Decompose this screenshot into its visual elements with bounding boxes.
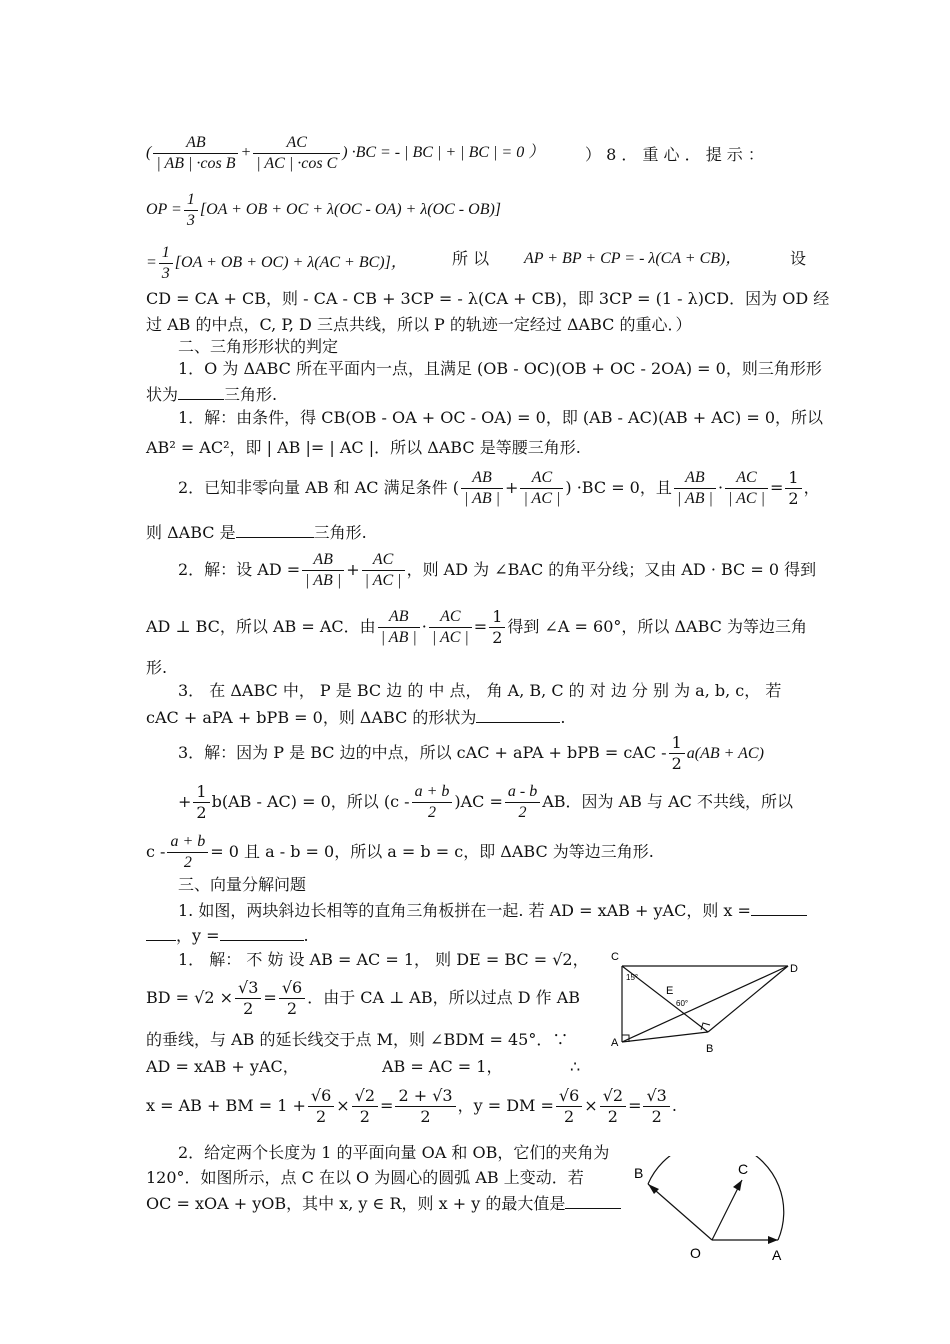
fraction: $\frac{1}{2}$ xyxy=(489,607,505,648)
problem-2-cont: 则 ΔABC 是 三角形. xyxy=(146,523,367,542)
text-line-4: CD = CA + CB，则 - CA - CB + 3CP = - λ(CA + CB)，即 3CP = (1 - λ)CD．因为 OD 经 xyxy=(146,289,830,308)
question-1: 1. 如图，两块斜边长相等的直角三角板拼在一起. 若 AD = xAB + yAC，则 x = xyxy=(178,899,807,922)
fraction: $\frac{AC}{| AC |}$ xyxy=(725,468,768,509)
problem-1: 1．O 为 ΔABC 所在平面内一点，且满足 (OB - OC)(OB + OC - 2OA) = 0，则三角形形 xyxy=(178,359,822,378)
label-c: C xyxy=(738,1161,749,1177)
answer-blank xyxy=(476,706,560,723)
label-a: A xyxy=(772,1247,782,1263)
fraction: $\frac{√6}{2}$ xyxy=(279,978,305,1019)
fraction: $\frac{√3}{2}$ xyxy=(235,978,261,1019)
fraction: $\frac{√6}{2}$ xyxy=(556,1086,582,1127)
answer-blank xyxy=(220,924,304,941)
hint-8-label: ） 8 ． 重 心 ． 提 示 ： xyxy=(585,145,764,164)
solution-1: 1．解：由条件，得 CB(OB - OA + OC - OA) = 0，即 (AB - AC)(AB + AC) = 0，所以 xyxy=(178,408,824,427)
section-2-heading: 二、三角形形状的判定 xyxy=(178,337,339,356)
label-c: C xyxy=(611,951,619,963)
fraction: $\frac{√2}{2}$ xyxy=(600,1086,626,1127)
solution-3-cont: + $\frac{1}{2}$ b(AB - AC) = 0，所以 (c - $\frac{a + b}{2}$ )AC = $\frac{a - b}{2}$ AB．因为 AB 与 AC 不共线，所以 xyxy=(178,782,793,822)
fraction: $\frac{a + b}{2}$ xyxy=(167,832,208,873)
fraction: $\frac{AC}{| AC |}$ xyxy=(520,468,563,509)
fraction: $\frac{1}{2}$ xyxy=(785,468,801,509)
text-line-5: 过 AB 的中点，C, P, D 三点共线，所以 P 的轨迹一定经过 ΔABC 的重心．） xyxy=(146,315,692,334)
fraction: $\frac{AB}{| AB |}$ xyxy=(378,607,420,648)
fraction: $\frac{2 + √3}{2}$ xyxy=(395,1086,455,1127)
solution-3-end: c - $\frac{a + b}{2}$ = 0 且 a - b = 0，所以 a = b = c，即 ΔABC 为等边三角形. xyxy=(146,833,654,871)
answer-1-ad: AD = xAB + yAC， xyxy=(146,1057,299,1076)
question-2: 2．给定两个长度为 1 的平面向量 OA 和 OB，它们的夹角为 xyxy=(178,1143,610,1162)
problem-1-cont: 状为 三角形. xyxy=(146,385,278,404)
label-d: D xyxy=(790,963,798,975)
answer-blank xyxy=(751,899,807,916)
label-o: O xyxy=(690,1245,701,1261)
solution-1-cont: AB² = AC²，即 | AB |= | AC |．所以 ΔABC 是等腰三角形. xyxy=(146,438,581,457)
fraction: $\frac{a + b}{2}$ xyxy=(412,782,453,823)
fraction: $\frac{a - b}{2}$ xyxy=(505,782,540,823)
solution-2-end: 形. xyxy=(146,658,168,677)
text-she: 设 xyxy=(790,249,807,268)
label-e: E xyxy=(666,985,674,997)
answer-7-tail: ( $\frac{AB}{\text{| AB | ·cos B}}$ + $\frac{AC}{\text{| AC | ·cos C}}$ ) ·BC = - | BC | + | BC | = 0 ） xyxy=(146,134,545,172)
fraction: $\frac{AB}{| AB |}$ xyxy=(461,468,503,509)
fraction: $\frac{AB}{| AB |}$ xyxy=(674,468,716,509)
label-b: B xyxy=(634,1165,644,1181)
answer-1-xy: x = AB + BM = 1 + $\frac{√6}{2}$ × $\frac{√2}{2}$ = $\frac{2 + √3}{2}$ ，y = DM = $\frac{√6}{2}$ × $\frac{√2}{2}$ = $\frac{√3}{2}$ . xyxy=(146,1086,677,1126)
formula-ap: AP + BP + CP = - λ(CA + CB)， xyxy=(524,250,742,267)
label-a: A xyxy=(611,1037,619,1049)
figure-triangles xyxy=(608,944,808,1064)
fraction: $\frac{AC}{\text{| AC | ·cos C}}$ xyxy=(253,133,340,174)
answer-1-line3: 的垂线，与 AB 的延长线交于点 M，则 ∠BDM = 45°．∵ xyxy=(146,1030,569,1049)
answer-1-cont: BD = √2 × $\frac{√3}{2}$ = $\frac{√6}{2}$ ．由于 CA ⊥ AB，所以过点 D 作 AB xyxy=(146,978,581,1018)
figure-arc xyxy=(630,1156,800,1266)
fraction: $\frac{AB}{\text{| AB | ·cos B}}$ xyxy=(153,133,238,174)
question-2-cont: 120°．如图所示，点 C 在以 O 为圆心的圆弧 AB 上变动．若 xyxy=(146,1168,584,1187)
label-angle-60: 60° xyxy=(676,999,689,1008)
text-suoyi: 所 以 xyxy=(452,249,490,268)
fraction: $\frac{1}{3}$ xyxy=(159,243,173,284)
section-3-heading: 三、向量分解问题 xyxy=(178,875,307,894)
answer-1: 1． 解： 不 妨 设 AB = AC = 1， 则 DE = BC = √2， xyxy=(178,950,589,969)
answer-1-ab: AB = AC = 1， xyxy=(382,1057,503,1076)
problem-3-cont: cAC + aPA + bPB = 0，则 ΔABC 的形状为 . xyxy=(146,708,566,727)
problem-2: 2．已知非零向量 AB 和 AC 满足条件 ( $\frac{AB}{| AB |}$ + $\frac{AC}{| AC |}$ ) ·BC = 0，且 $\frac{AB}{| AB |}$ · $\frac{AC}{| AC |}$ = $\frac{1}{2}$ ， xyxy=(178,468,820,508)
answer-blank xyxy=(146,924,176,941)
problem-3: 3． 在 ΔABC 中， P 是 BC 边 的 中 点， 角 A, B, C 的 对 边 分 别 为 a, b, c， 若 xyxy=(178,681,782,700)
formula-op-2: = $\frac{1}{3}$ [OA + OB + OC) + λ(AC + BC)]， xyxy=(146,244,407,282)
question-1-cont: ，y = . xyxy=(146,924,309,947)
solution-2-cont: AD ⊥ BC，所以 AB = AC．由 $\frac{AB}{| AB |}$ · $\frac{AC}{| AC |}$ = $\frac{1}{2}$ 得到 ∠A = 60°，所以 ΔABC 为等边三角 xyxy=(146,607,807,647)
fraction: $\frac{AC}{| AC |}$ xyxy=(362,550,405,591)
formula-op: OP = $\frac{1}{3}$ [OA + OB + OC + λ(OC - OA) + λ(OC - OB)] xyxy=(146,191,502,229)
question-2-end: OC = xOA + yOB，其中 x, y ∈ R，则 x + y 的最大值是 xyxy=(146,1192,621,1215)
fraction: $\frac{AC}{| AC |}$ xyxy=(429,607,472,648)
fraction: $\frac{√6}{2}$ xyxy=(308,1086,334,1127)
solution-2: 2．解：设 AD = $\frac{AB}{| AB |}$ + $\frac{AC}{| AC |}$ ，则 AD 为 ∠BAC 的角平分线；又由 AD · BC = 0 得到 xyxy=(178,551,817,589)
answer-blank xyxy=(565,1192,621,1209)
label-angle-15: 15° xyxy=(626,973,639,982)
fraction: $\frac{√2}{2}$ xyxy=(352,1086,378,1127)
answer-blank xyxy=(236,521,314,538)
fraction: $\frac{AB}{| AB |}$ xyxy=(302,550,344,591)
label-b: B xyxy=(706,1043,714,1055)
therefore-symbol: ∴ xyxy=(570,1057,581,1076)
fraction: $\frac{1}{3}$ xyxy=(184,190,198,231)
fraction: $\frac{√3}{2}$ xyxy=(643,1086,669,1127)
fraction: $\frac{1}{2}$ xyxy=(669,733,685,774)
fraction: $\frac{1}{2}$ xyxy=(193,782,209,823)
answer-blank xyxy=(178,383,224,400)
solution-3: 3．解：因为 P 是 BC 边的中点，所以 cAC + aPA + bPB = cAC - $\frac{1}{2}$ a(AB + AC) xyxy=(178,733,764,773)
